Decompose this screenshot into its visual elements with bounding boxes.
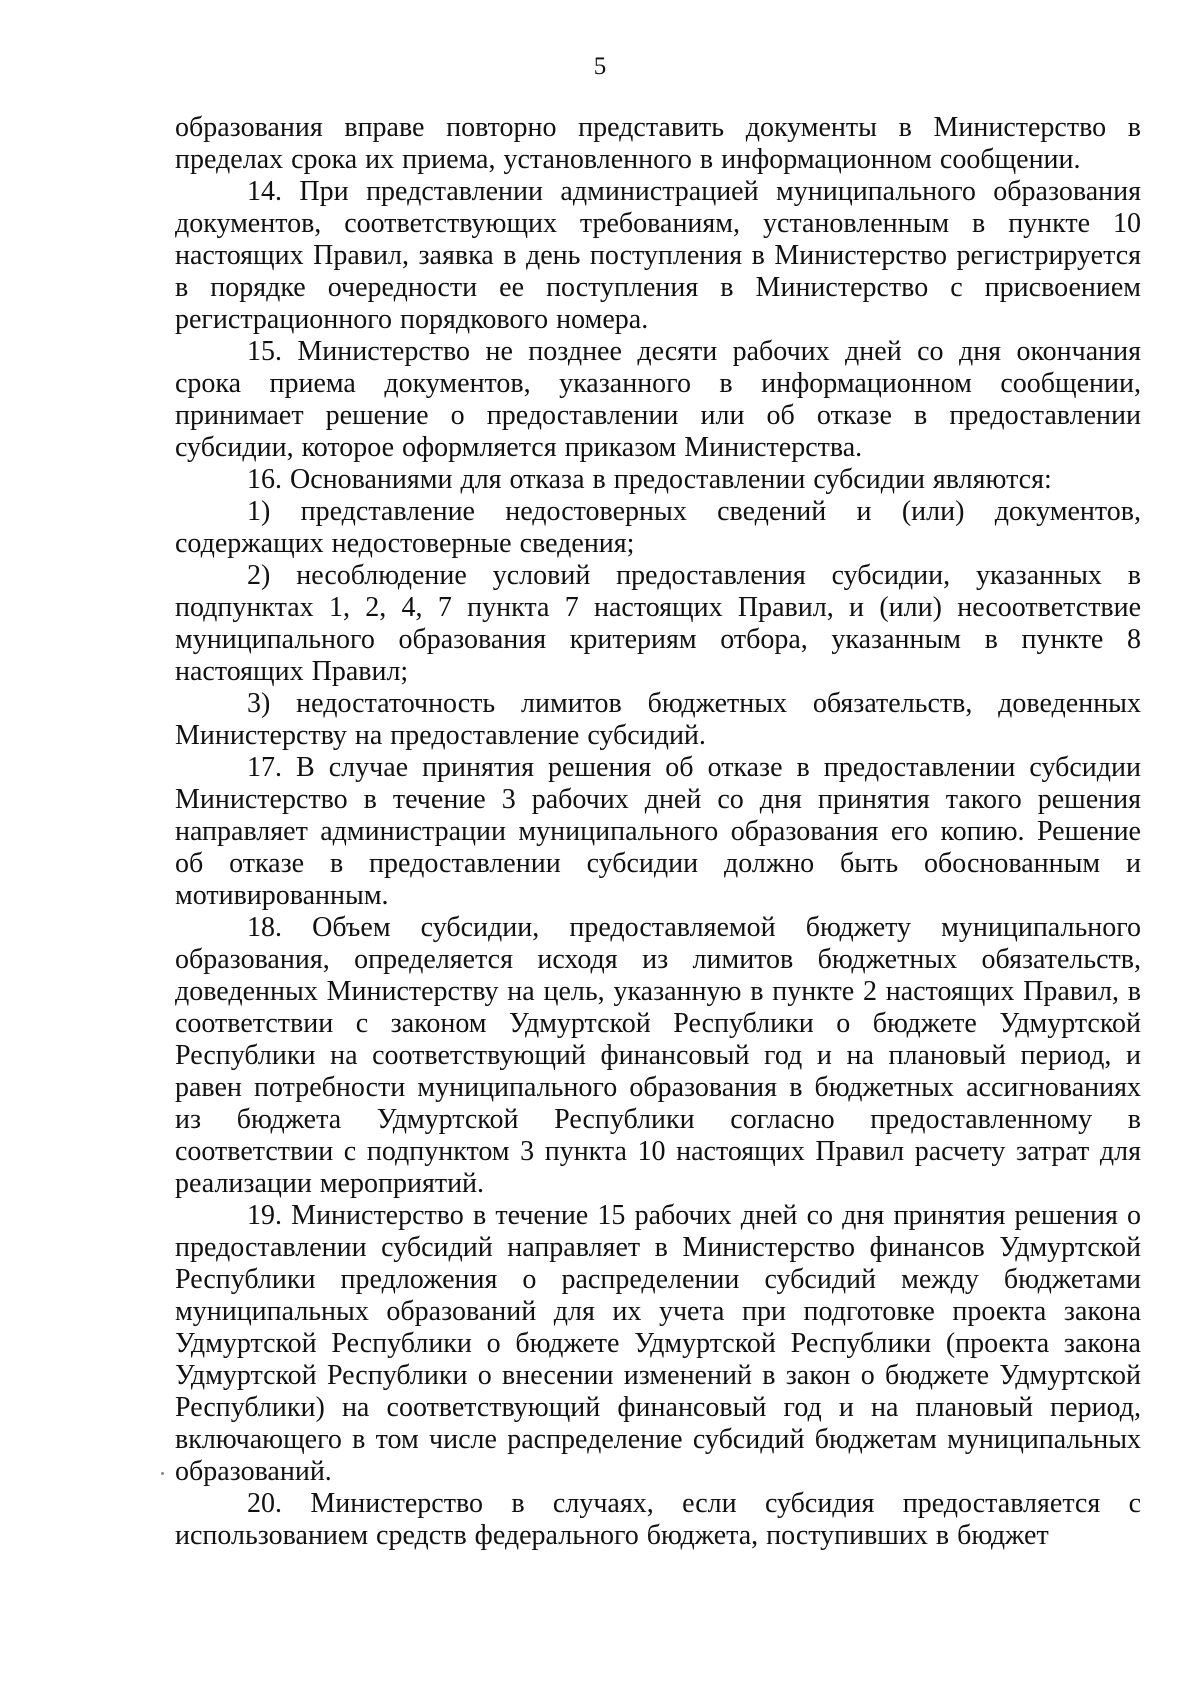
scan-speck <box>161 1472 164 1475</box>
paragraph-item-18: 18. Объем субсидии, предоставляемой бюджету муниципального образования, определяется исходя из лимитов бюджетных обязательств, доведенных Министерству на цель, указанную в пункте 2 настоящих Правил, в соответствии с законом Удмуртской Республики о бюджете Удмуртской Республики на соответствующий финансовый год и на плановый период, и равен потребности муниципального образования в бюджетных ассигнованиях из бюджета Удмуртской Республики согласно предоставленному в соответствии с подпунктом 3 пункта 10 настоящих Правил расчету затрат для реализации мероприятий. <box>175 912 1141 1199</box>
paragraph-subitem-1: 1) представление недостоверных сведений и (или) документов, содержащих недостоверные сведения; <box>175 496 1141 559</box>
document-body <box>175 112 1141 1552</box>
paragraph-item-16: 16. Основаниями для отказа в предоставлении субсидии являются: <box>247 464 1052 495</box>
paragraph-continuation: образования вправе повторно представить документы в Министерство в пределах срока их приема, установленного в информационном сообщении. <box>175 112 1141 175</box>
page-number: 5 <box>593 53 607 80</box>
paragraph-subitem-2: 2) несоблюдение условий предоставления субсидии, указанных в подпунктах 1, 2, 4, 7 пункта 7 настоящих Правил, и (или) несоответствие муниципального образования критериям отбора, указанным в пункте 8 настоящих Правил; <box>175 560 1141 687</box>
paragraph-item-19: 19. Министерство в течение 15 рабочих дней со дня принятия решения о предоставлении субсидий направляет в Министерство финансов Удмуртской Республики предложения о распределении субсидий между бюджетами муниципальных образований для их учета при подготовке проекта закона Удмуртской Республики о бюджете Удмуртской Республики (проекта закона Удмуртской Республики о внесении изменений в закон о бюджете Удмуртской Республики) на соответствующий финансовый год и на плановый период, включающего в том числе распределение субсидий бюджетам муниципальных образований. <box>175 1200 1141 1487</box>
paragraph-item-15: 15. Министерство не позднее десяти рабочих дней со дня окончания срока приема документов, указанного в информационном сообщении, принимает решение о предоставлении или об отказе в предоставлении субсидии, которое оформляется приказом Министерства. <box>175 336 1141 463</box>
paragraph-item-14: 14. При представлении администрацией муниципального образования документов, соответствующих требованиям, установленным в пункте 10 настоящих Правил, заявка в день поступления в Министерство регистрируется в порядке очередности ее поступления в Министерство с присвоением регистрационного порядкового номера. <box>175 176 1141 335</box>
paragraph-subitem-3: 3) недостаточность лимитов бюджетных обязательств, доведенных Министерству на предоставление субсидий. <box>175 688 1141 751</box>
paragraph-item-17: 17. В случае принятия решения об отказе в предоставлении субсидии Министерство в течение 3 рабочих дней со дня принятия такого решения направляет администрации муниципального образования его копию. Решение об отказе в предоставлении субсидии должно быть обоснованным и мотивированным. <box>175 752 1141 911</box>
paragraph-item-20: 20. Министерство в случаях, если субсидия предоставляется с использованием средств федерального бюджета, поступивших в бюджет <box>175 1488 1141 1551</box>
